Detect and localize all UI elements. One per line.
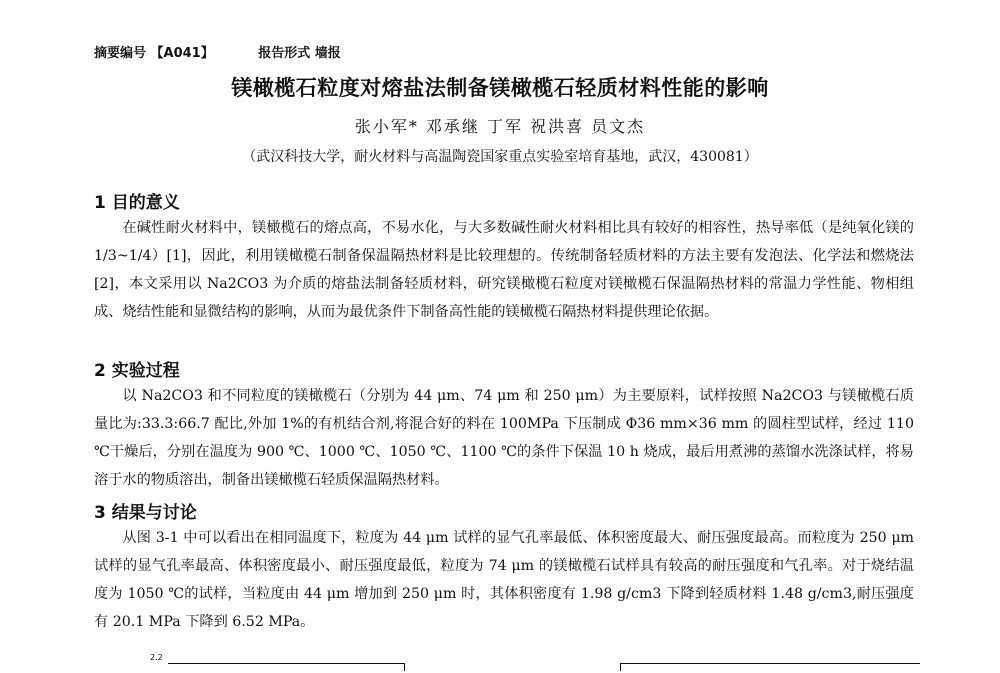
section-heading-experiment: 2 实验过程 — [94, 361, 180, 381]
section-paragraph-experiment: 以 Na2CO3 和不同粒度的镁橄榄石（分别为 44 μm、74 μm 和 250 μm）为主要原料，试样按照 Na2CO3 与镁橄榄石质量比为:33.3:66.7 配比,外加 1%的有机结合剂,将混合好的料在 100MPa 下压制成 Φ36 mm×36 mm 的圆柱型试样，经过 110 ℃干燥后，分别在温度为 900 ℃、1000 ℃、1050 ℃、1100 ℃的条件下保温 10 h 烧成，最后用煮沸的蒸馏水洗涤试样，将易溶于水的物质溶出，制备出镁橄榄石轻质保温隔热材料。 — [94, 388, 914, 488]
section-paragraph-results: 从图 3-1 中可以看出在相同温度下，粒度为 44 μm 试样的显气孔率最低、体积密度最大、耐压强度最高。而粒度为 250 μm 试样的显气孔率最高、体积密度最小、耐压强度最低，粒度为 74 μm 的镁橄榄石试样具有较高的耐压强度和气孔率。对于烧结温度为 1050 ℃的试样，当粒度由 44 μm 增加到 250 μm 时，其体积密度有 1.98 g/cm3 下降到轻质材料 1.48 g/cm3,耐压强度有 20.1 MPa 下降到 6.52 MPa。 — [94, 530, 914, 630]
footer-rule-right — [620, 663, 920, 664]
abstract-meta — [94, 42, 381, 61]
section-paragraph-purpose: 在碱性耐火材料中，镁橄榄石的熔点高，不易水化，与大多数碱性耐火材料相比具有较好的相容性，热导率低（是纯氧化镁的 1/3~1/4）[1]，因此，利用镁橄榄石制备保温隔热材料是比较理想的。传统制备轻质材料的方法主要有发泡法、化学法和燃烧法[2]，本文采用以 Na2CO3 为介质的熔盐法制备轻质材料，研究镁橄榄石粒度对镁橄榄石保温隔热材料的常温力学性能、物相组成、烧结性能和显微结构的影响，从而为最优条件下制备高性能的镁橄榄石隔热材料提供理论依据。 — [94, 220, 914, 320]
author-list: 张小军* 邓承继 丁军 祝洪喜 员文杰 — [354, 117, 646, 136]
footer-page-number: 2.2 — [150, 653, 163, 662]
affiliation: （武汉科技大学，耐火材料与高温陶瓷国家重点实验室培育基地，武汉，430081） — [242, 149, 758, 165]
abstract-number: 摘要编号 【A041】 — [94, 46, 214, 61]
footer-tick-right — [620, 663, 621, 671]
paper-title: 镁橄榄石粒度对熔盐法制备镁橄榄石轻质材料性能的影响 — [231, 76, 769, 100]
footer-rule-left — [168, 663, 404, 664]
report-form: 报告形式 墙报 — [258, 46, 341, 61]
footer-tick-left — [404, 663, 405, 671]
section-heading-purpose: 1 目的意义 — [94, 193, 180, 213]
section-heading-results: 3 结果与讨论 — [94, 503, 197, 523]
